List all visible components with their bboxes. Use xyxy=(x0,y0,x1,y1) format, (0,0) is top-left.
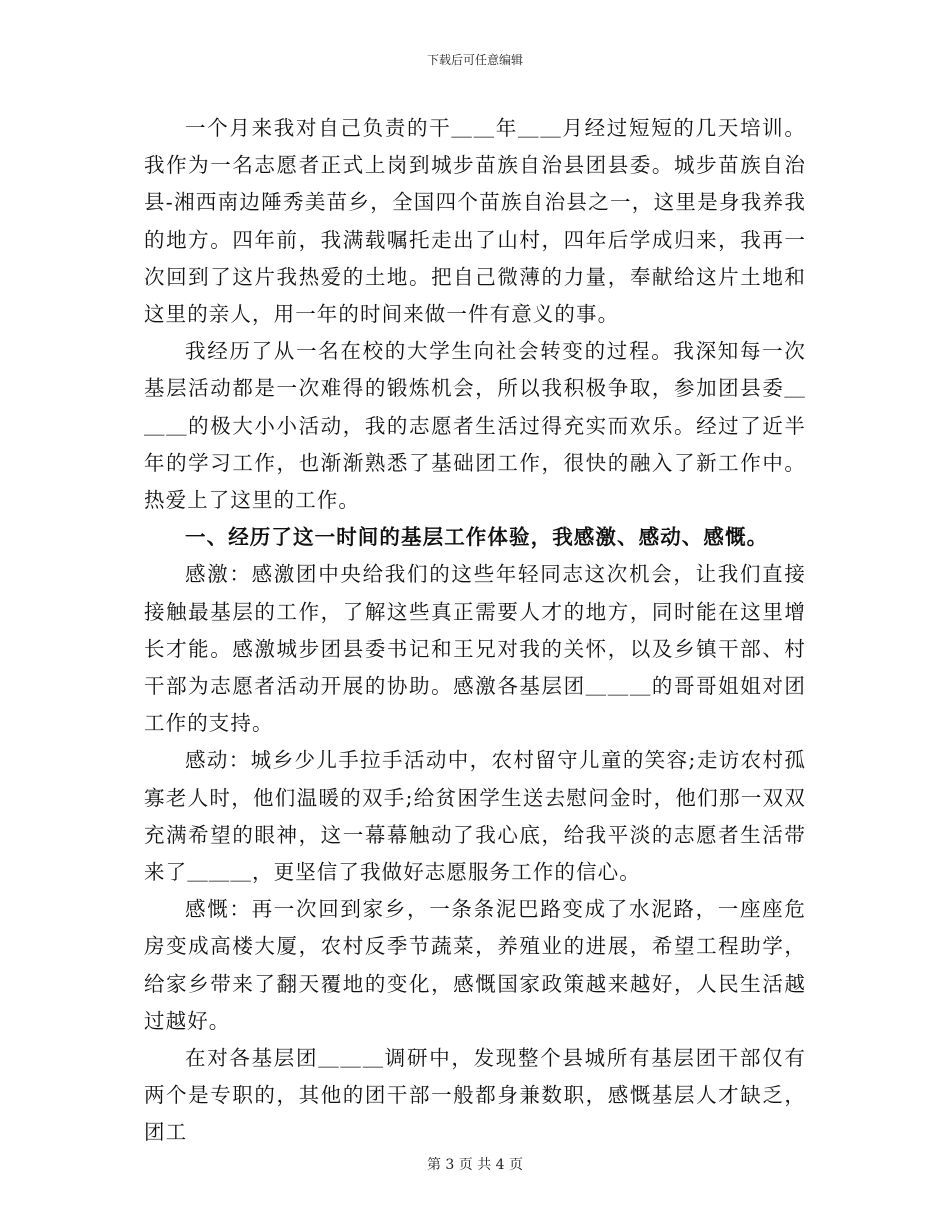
page-footer: 第 3 页 共 4 页 xyxy=(426,1157,524,1173)
paragraph-moved: 感动：城乡少儿手拉手活动中，农村留守儿童的笑容;走访农村孤寡老人时，他们温暖的双手;给贫困学生送去慰问金时，他们那一双双充满希望的眼神，这一幕幕触动了我心底，给我平淡的志愿者生活带来了＿＿＿，更坚信了我做好志愿服务工作的信心。 xyxy=(144,748,806,885)
paragraph-intro: 一个月来我对自己负责的干＿＿年＿＿月经过短短的几天培训。我作为一名志愿者正式上岗到城步苗族自治县团县委。城步苗族自治县-湘西南边陲秀美苗乡，全国四个苗族自治县之一，这里是身我养我的地方。四年前，我满载嘱托走出了山村，四年后学成归来，我再一次回到了这片我热爱的土地。把自己微薄的力量，奉献给这片土地和这里的亲人，用一年的时间来做一件有意义的事。 xyxy=(144,116,806,327)
page-header: 下载后可任意编辑 xyxy=(426,53,523,67)
paragraph-gratitude: 感激：感激团中央给我们的这些年轻同志这次机会，让我们直接接触最基层的工作，了解这些真正需要人才的地方，同时能在这里增长才能。感激城步团县委书记和王兄对我的关怀，以及乡镇干部、村干部为志愿者活动开展的协助。感激各基层团＿＿＿的哥哥姐姐对团工作的支持。 xyxy=(144,562,806,736)
paragraph-research: 在对各基层团＿＿＿调研中，发现整个县城所有基层团干部仅有两个是专职的，其他的团干部一般都身兼数职，感慨基层人才缺乏，团工 xyxy=(144,1046,806,1145)
section-heading: 一、经历了这一时间的基层工作体验，我感激、感动、感慨。 xyxy=(185,525,769,550)
paragraph-reflection: 感慨：再一次回到家乡，一条条泥巴路变成了水泥路，一座座危房变成高楼大厦，农村反季节蔬菜，养殖业的进展，希望工程助学，给家乡带来了翻天覆地的变化，感慨国家政策越来越好，人民生活越过越好。 xyxy=(144,897,806,1033)
paragraph-experience: 我经历了从一名在校的大学生向社会转变的过程。我深知每一次基层活动都是一次难得的锻炼机会，所以我积极争取，参加团县委＿＿＿的极大小小活动，我的志愿者生活过得充实而欢乐。经过了近半年的学习工作，也渐渐熟悉了基础团工作，很快的融入了新工作中。热爱上了这里的工作。 xyxy=(144,339,806,513)
document-body xyxy=(144,110,806,1152)
